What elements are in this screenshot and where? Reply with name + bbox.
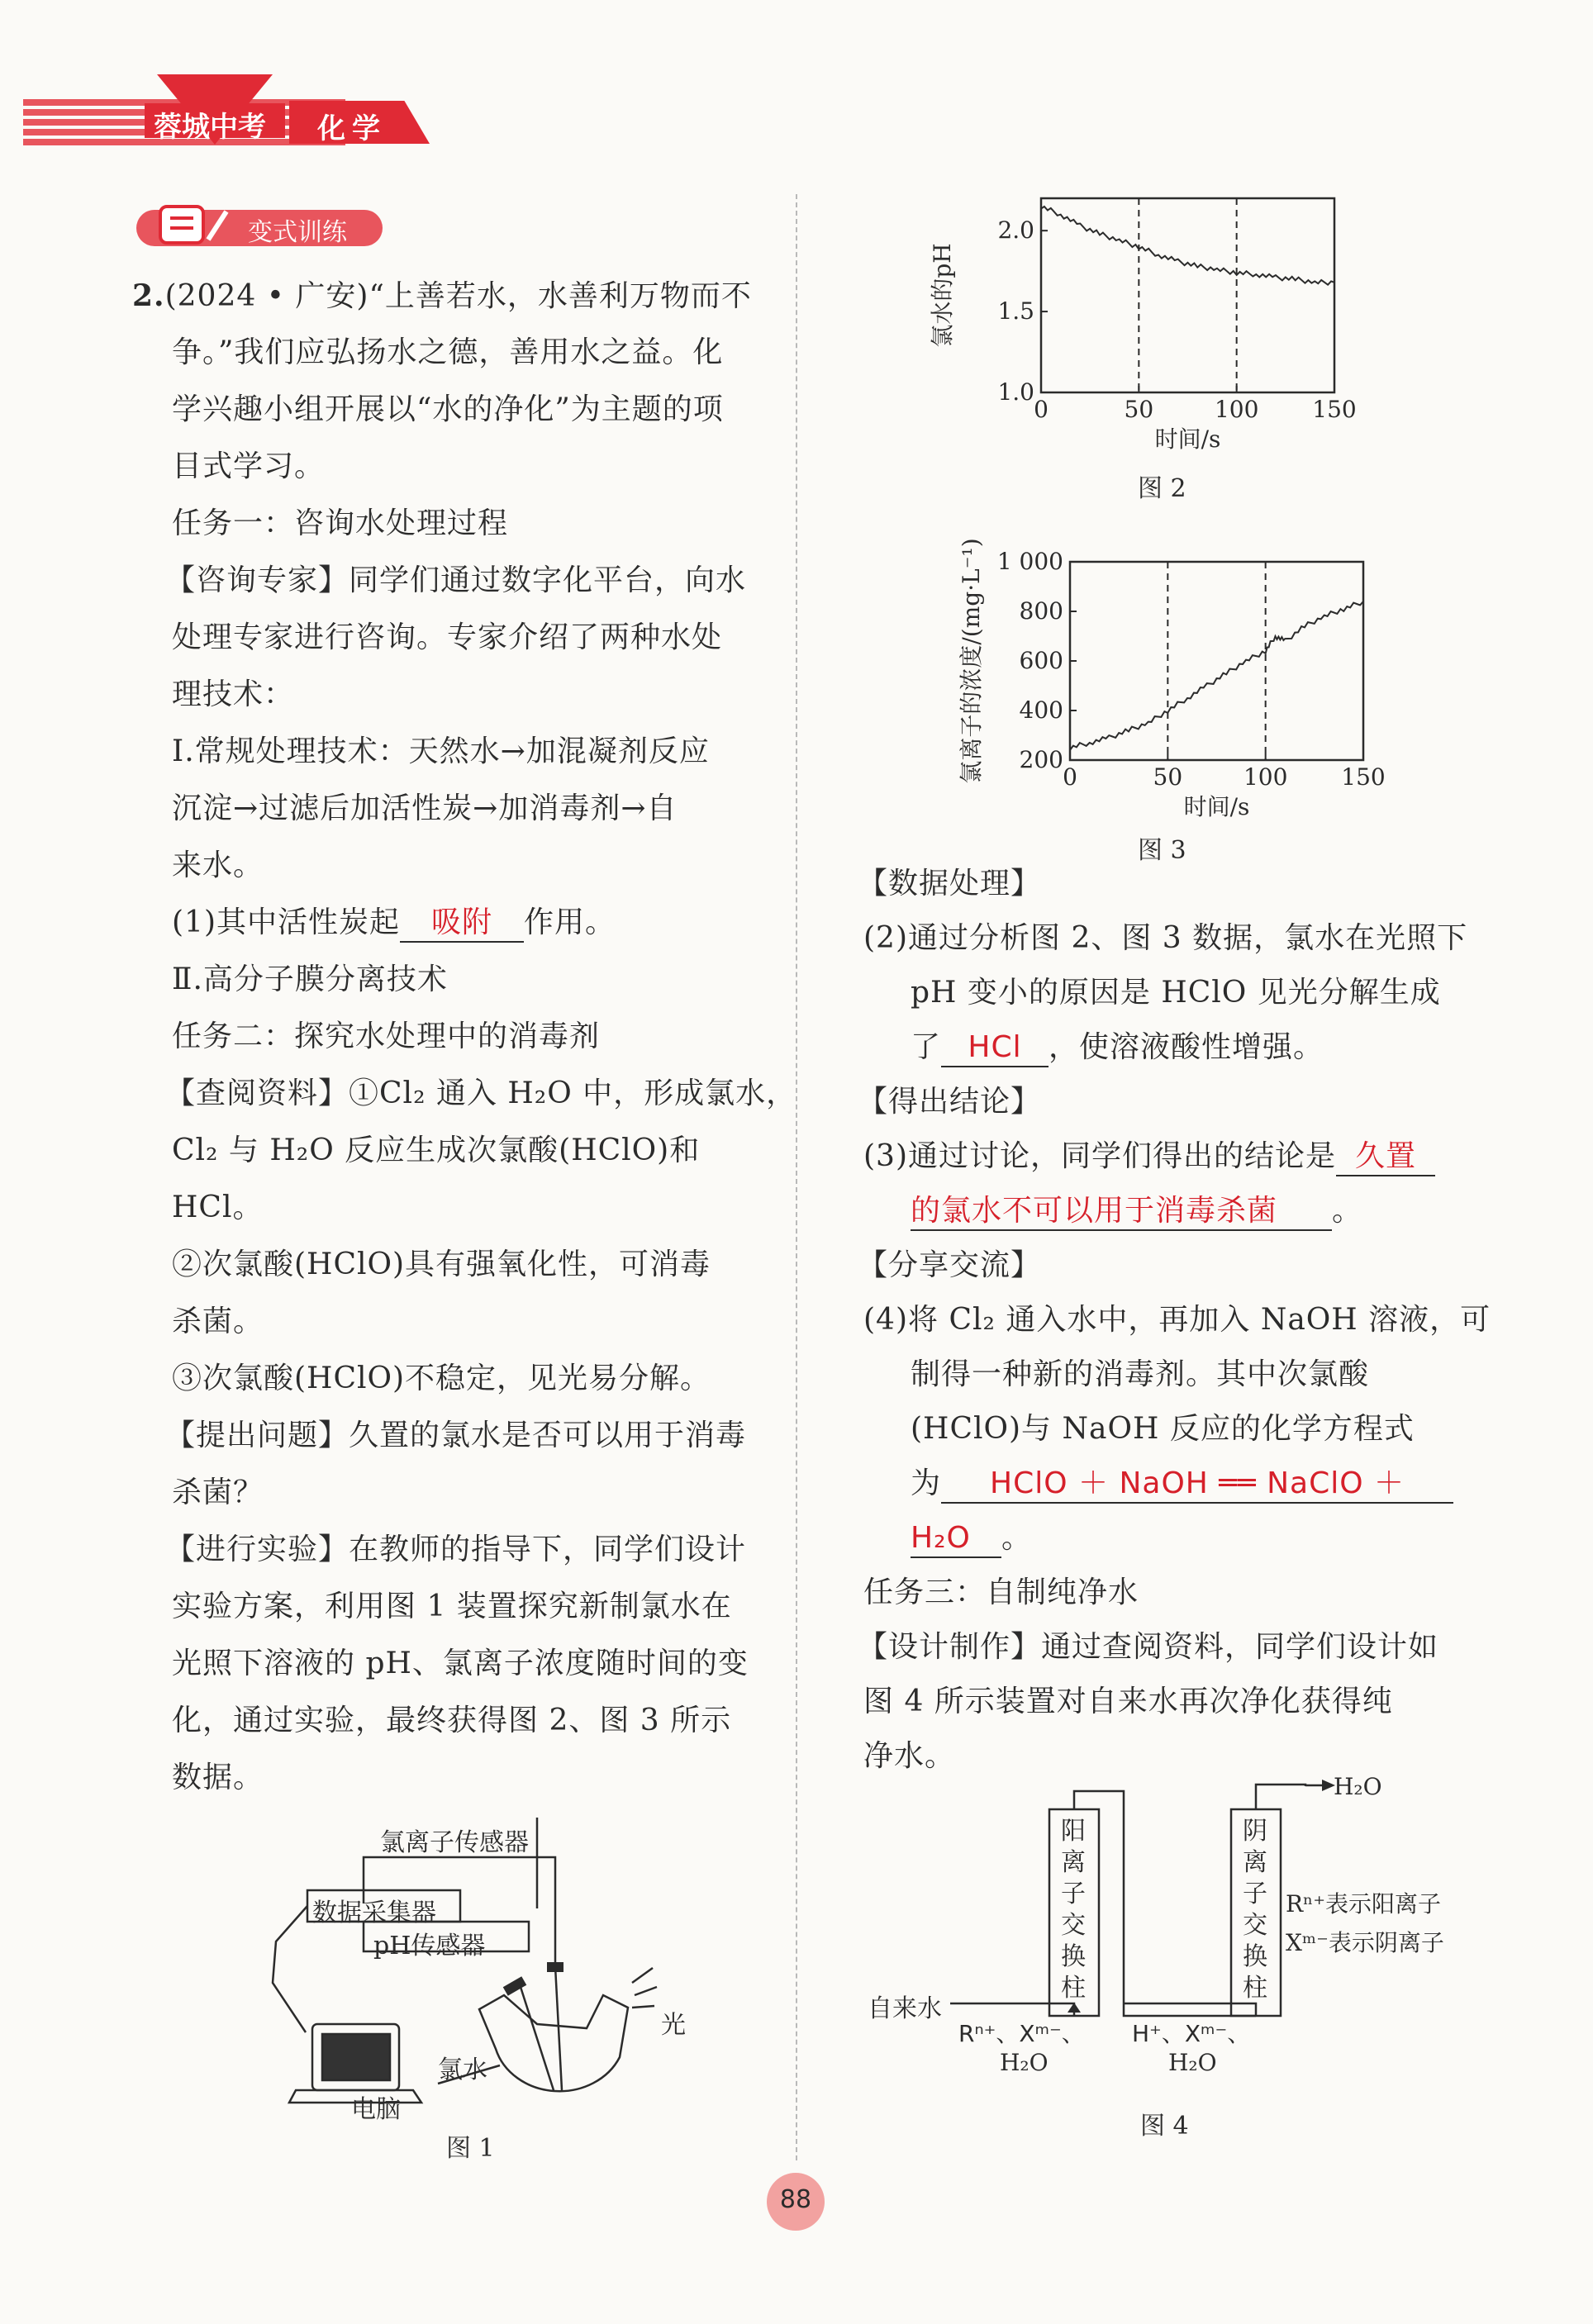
consult-line-1: 【咨询专家】同学们通过数字化平台，向水	[165, 563, 747, 597]
q4-line-2: 制得一种新的消毒剂。其中次氯酸	[911, 1357, 1370, 1391]
chart3-xtick-label-0: 0	[1063, 763, 1077, 791]
chart2-xtick-label-1: 50	[1124, 396, 1154, 423]
ref-line-3: HCl。	[172, 1191, 264, 1224]
chart2-ytick-label-2: 2.0	[997, 216, 1034, 245]
fig4-mid1b-label: H₂O	[1000, 2049, 1049, 2076]
fig4-col1-label: 阳离子交换柱	[1061, 1817, 1086, 2003]
fig4-legend-1: Rⁿ⁺表示阳离子	[1286, 1890, 1441, 1918]
chart-ph	[929, 190, 1372, 463]
book-icon	[157, 200, 231, 250]
q2-answer: HCl	[941, 1029, 1049, 1067]
brand-title: 蓉城中考	[154, 111, 266, 144]
problem-line-1: 【提出问题】久置的氯水是否可以用于消毒	[165, 1419, 747, 1452]
chart3-xlabel: 时间/s	[1183, 793, 1250, 820]
chart2-xlabel: 时间/s	[1154, 425, 1221, 453]
design-line-2: 图 4 所示装置对自来水再次净化获得纯	[863, 1685, 1393, 1718]
consult-line-2: 处理专家进行咨询。专家介绍了两种水处	[172, 620, 723, 654]
chart3-xtick-label-1: 50	[1153, 763, 1183, 791]
chart3-xtick-label-3: 150	[1341, 763, 1386, 791]
tech1-line-1: Ⅰ.常规处理技术：天然水→加混凝剂反应	[172, 734, 710, 768]
q4-line-5: H₂O 。	[911, 1520, 1032, 1558]
q2-line-1: (2)通过分析图 2、图 3 数据，氯水在光照下	[863, 921, 1468, 955]
fig4-input-label: 自来水	[868, 1994, 942, 2023]
exp-line-1: 【进行实验】在教师的指导下，同学们设计	[165, 1533, 747, 1566]
q2-line-3: 了 HCl ，使溶液酸性增强。	[911, 1029, 1324, 1067]
chart2-caption: 图 2	[1138, 474, 1186, 503]
q1-answer: 吸附	[400, 905, 524, 943]
chart2-xtick-label-2: 100	[1214, 396, 1259, 423]
problem-line-2: 杀菌？	[172, 1476, 264, 1509]
q4-line-1: (4)将 Cl₂ 通入水中，再加入 NaOH 溶液，可	[863, 1303, 1491, 1337]
exp-line-4: 化，通过实验，最终获得图 2、图 3 所示	[172, 1704, 732, 1737]
fig1-label-collector: 数据采集器	[312, 1899, 436, 1927]
exp-line-2: 实验方案，利用图 1 装置探究新制氯水在	[172, 1590, 732, 1623]
fig1-label-chlorine-water: 氯水	[438, 2055, 487, 2084]
fig4-mid2-label: H⁺、Xᵐ⁻、	[1132, 2020, 1251, 2047]
q4-line-3: (HClO)与 NaOH 反应的化学方程式	[911, 1412, 1415, 1446]
share-tag: 【分享交流】	[858, 1248, 1042, 1282]
consult-line-3: 理技术：	[172, 677, 295, 711]
fig4-mid2b-label: H₂O	[1168, 2049, 1217, 2076]
ref-line-2: Cl₂ 与 H₂O 反应生成次氯酸(HClO)和	[172, 1133, 701, 1167]
fig4-caption: 图 4	[1140, 2112, 1189, 2141]
q3-answer-part1: 久置	[1336, 1138, 1435, 1176]
fig1-label-ph-sensor: pH传感器	[373, 1932, 486, 1960]
chart2-xtick-label-3: 150	[1312, 396, 1357, 423]
q3-line-2: 的氯水不可以用于消毒杀菌 。	[911, 1193, 1362, 1231]
task3-heading: 任务三：自制纯净水	[863, 1575, 1139, 1609]
fig1-caption: 图 1	[446, 2134, 495, 2163]
q4-answer-part2: H₂O	[911, 1520, 1001, 1558]
task2-heading: 任务二：探究水处理中的消毒剂	[172, 1019, 601, 1053]
section-tag-label: 变式训练	[248, 218, 347, 247]
fig1-label-computer: 电脑	[351, 2095, 401, 2124]
ref-line-1: 【查阅资料】①Cl₂ 通入 H₂O 中，形成氯水，	[165, 1076, 797, 1110]
chart-chloride	[925, 496, 1388, 826]
chart3-ytick-label-2: 600	[1019, 647, 1063, 674]
chart3-series-line	[1070, 601, 1363, 750]
tech1-line-2: 沉淀→过滤后加活性炭→加消毒剂→自	[172, 791, 678, 825]
exp-line-5: 数据。	[172, 1761, 264, 1794]
question-intro-line-2: 争。”我们应弘扬水之德，善用水之益。化	[172, 335, 724, 369]
chart2-xtick-label-0: 0	[1034, 396, 1049, 423]
question-intro-line-3: 学兴趣小组开展以“水的净化”为主题的项	[172, 392, 724, 426]
chart2-ytick-label-0: 1.0	[997, 378, 1034, 406]
tech2-line: Ⅱ.高分子膜分离技术	[172, 962, 448, 996]
tech1-line-3: 来水。	[172, 848, 264, 882]
concl-tag: 【得出结论】	[858, 1085, 1042, 1119]
q4-line-4: 为 HClO ＋ NaOH ══ NaClO ＋	[911, 1466, 1453, 1504]
chart3-caption: 图 3	[1138, 836, 1186, 865]
data-tag: 【数据处理】	[858, 867, 1042, 901]
ref-line-6: ③次氯酸(HClO)不稳定，见光易分解。	[172, 1362, 711, 1395]
fig4-mid1-label: Rⁿ⁺、Xᵐ⁻、	[958, 2020, 1085, 2047]
chart2-series-line	[1041, 207, 1334, 285]
q4-answer-part1: HClO ＋ NaOH ══ NaClO ＋	[941, 1466, 1453, 1504]
q1-line: (1)其中活性炭起 吸附 作用。	[172, 905, 616, 943]
fig4-output-label: H₂O	[1334, 1773, 1382, 1800]
design-line-1: 【设计制作】通过查阅资料，同学们设计如	[858, 1630, 1439, 1664]
page-number: 88	[779, 2185, 812, 2214]
ref-line-5: 杀菌。	[172, 1305, 264, 1338]
chart3-ytick-label-1: 400	[1019, 696, 1063, 724]
fig4-col2-label: 阴离子交换柱	[1243, 1817, 1267, 2003]
subject-title: 化学	[317, 112, 387, 145]
chart3-xtick-label-2: 100	[1243, 763, 1288, 791]
fig1-label-cl-sensor: 氯离子传感器	[380, 1828, 529, 1857]
chart3-ylabel: 氯离子的浓度/(mg·L⁻¹)	[958, 538, 985, 784]
q3-answer-part2: 的氯水不可以用于消毒杀菌	[911, 1193, 1332, 1231]
question-intro-line-1: 2.(2024 • 广安)“上善若水，水善利万物而不	[132, 278, 752, 313]
column-divider	[796, 194, 797, 2160]
exp-line-3: 光照下溶液的 pH、氯离子浓度随时间的变	[172, 1647, 749, 1680]
fig1-label-light: 光	[661, 2011, 686, 2040]
task1-heading: 任务一：咨询水处理过程	[172, 506, 509, 540]
fig4-legend-2: Xᵐ⁻表示阴离子	[1286, 1929, 1444, 1956]
question-intro-line-4: 目式学习。	[172, 449, 326, 483]
design-line-3: 净水。	[863, 1739, 956, 1773]
q2-line-2: pH 变小的原因是 HClO 见光分解生成	[911, 976, 1441, 1010]
chart3-ytick-label-3: 800	[1019, 597, 1063, 625]
chart3-ytick-label-0: 200	[1019, 746, 1063, 773]
q3-line-1: (3)通过讨论，同学们得出的结论是 久置	[863, 1138, 1435, 1176]
chart3-ytick-label-4: 1 000	[996, 548, 1063, 575]
chart2-ytick-label-1: 1.5	[997, 297, 1034, 326]
chart3-frame	[1070, 562, 1363, 760]
chart2-ylabel: 氯水的pH	[929, 243, 956, 348]
ref-line-4: ②次氯酸(HClO)具有强氧化性，可消毒	[172, 1248, 711, 1281]
chart2-frame	[1041, 198, 1334, 392]
